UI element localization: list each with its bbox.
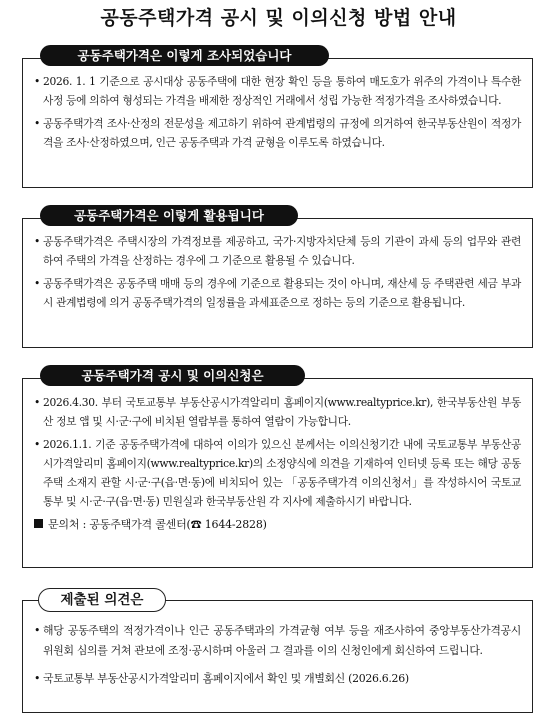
section-notice-box — [22, 378, 533, 568]
result-item-2: • 국토교통부 부동산공시가격알리미 홈페이지에서 확인 및 개별회신 (2026.6.26) — [34, 669, 521, 689]
usage-item-1: • 공동주택가격은 주택시장의 가격정보를 제공하고, 국가·지방자치단체 등의 기관이 과세 등의 업무와 관련하여 주택의 가격을 산정하는 경우에 그 기준으로 활용될 수 있습니다. — [34, 232, 521, 270]
section-survey-box — [22, 58, 533, 188]
section-notice-header: 공동주택가격 공시 및 이의신청은 — [40, 365, 305, 386]
section-survey-header: 공동주택가격은 이렇게 조사되었습니다 — [40, 45, 329, 66]
section-usage-box — [22, 218, 533, 348]
square-bullet-icon — [34, 519, 43, 528]
phone-icon: ☎ — [190, 518, 202, 531]
contact-line — [34, 515, 521, 534]
section-usage-header: 공동주택가격은 이렇게 활용됩니다 — [40, 205, 298, 226]
contact-number: 1644-2828) — [201, 518, 267, 531]
survey-item-1: • 2026. 1. 1 기준으로 공시대상 공동주택에 대한 현장 확인 등을 통하여 매도호가 위주의 가격이나 특수한 사정 등에 의하여 형성되는 가격을 배제한 정상적인 거래에서 성립 가능한 적정가격을 조사하였습니다. — [34, 72, 521, 110]
contact-label: 문의처 : 공동주택가격 콜센터( — [48, 518, 191, 531]
survey-item-2: • 공동주택가격 조사·산정의 전문성을 제고하기 위하여 관계법령의 규정에 의거하여 한국부동산원이 적정가격을 조사·산정하였으며, 인근 공동주택과 가격 균형을 이루도록 하였습니다. — [34, 114, 521, 152]
section-result-header: 제출된 의견은 — [38, 588, 166, 612]
notice-item-1: • 2026.4.30. 부터 국토교통부 부동산공시가격알리미 홈페이지(www.realtyprice.kr), 한국부동산원 부동산 정보 앱 및 시·군·구에 비치된 열람부를 통하여 열람이 가능합니다. — [34, 393, 521, 431]
result-item-1: • 해당 공동주택의 적정가격이나 인근 공동주택과의 가격균형 여부 등을 재조사하여 중앙부동산가격공시위원회 심의를 거쳐 관보에 조정·공시하며 아울러 그 결과를 이의 신청인에게 회신하여 드립니다. — [34, 621, 521, 661]
page-title: 공동주택가격 공시 및 이의신청 방법 안내 — [100, 7, 457, 29]
usage-item-2: • 공동주택가격은 공동주택 매매 등의 경우에 기준으로 활용되는 것이 아니며, 재산세 등 주택관련 세금 부과시 관계법령에 의거 공동주택가격의 일정률을 과세표준으로 정하는 등의 기준으로 활용됩니다. — [34, 274, 521, 312]
section-result-box — [22, 600, 533, 713]
notice-item-2: • 2026.1.1. 기준 공동주택가격에 대하여 이의가 있으신 분께서는 이의신청기간 내에 국토교통부 부동산공시가격알리미 홈페이지(www.realtyprice.kr)의 소정양식에 의견을 기재하여 인터넷 등록 또는 해당 공동주택 소재지 관할 시·군·구(읍·면·동)에 비치되어 있는 「공동주택가격 이의신청서」를 작성하시어 국토교통부 및 시·군·구(읍·면·동) 민원실과 한국부동산원 각 지사에 제출하시기 바랍니다. — [34, 435, 521, 511]
